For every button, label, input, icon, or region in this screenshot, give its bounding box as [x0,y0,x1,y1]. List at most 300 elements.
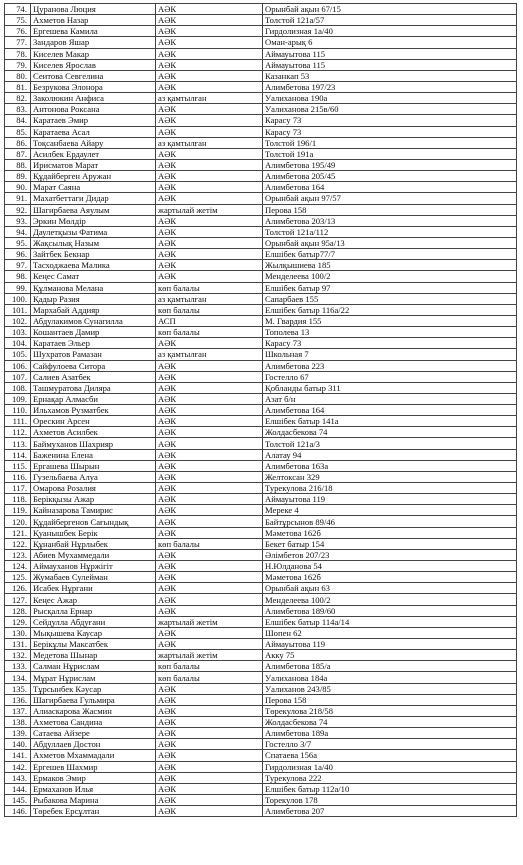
address-cell: Азат б/н [263,393,517,404]
table-row [5,93,517,104]
person-name-cell: Мұрат Нұрислам [31,672,156,683]
address-cell: Карасу 73 [263,115,517,126]
person-name-cell: Ахметова Сандина [31,717,156,728]
category-cell: АӘК [156,126,263,137]
address-cell: Жолдасбекова 74 [263,717,517,728]
person-name-cell: Кайназарова Тамирис [31,505,156,516]
category-cell: АӘК [156,115,263,126]
category-cell: АӘК [156,471,263,482]
table-row [5,137,517,148]
category-cell: АӘК [156,572,263,583]
table-row [5,249,517,260]
person-name-cell: Киселев Ярослав [31,59,156,70]
address-cell: Алимбетова 195/49 [263,159,517,170]
row-number-cell: 135. [5,683,31,694]
category-cell: АӘК [156,694,263,705]
table-row [5,549,517,560]
table-row [5,561,517,572]
category-cell: АӘК [156,182,263,193]
person-name-cell: Киселев Макар [31,48,156,59]
table-row [5,104,517,115]
address-cell: Алимбетова 189а [263,728,517,739]
row-number-cell: 75. [5,15,31,26]
category-cell: АӘК [156,717,263,728]
category-cell: АӘК [156,215,263,226]
row-number-cell: 81. [5,81,31,92]
person-name-cell: Орескин Арсен [31,416,156,427]
category-cell: АӘК [156,382,263,393]
person-name-cell: Тұрсынбек Кәусар [31,683,156,694]
address-cell: Желтоксан 329 [263,471,517,482]
table-row [5,226,517,237]
address-cell: Алимбетова 185/а [263,661,517,672]
address-cell: Карасу 73 [263,126,517,137]
address-cell: Мәметова 162б [263,527,517,538]
person-name-cell: Даулетқызы Фатима [31,226,156,237]
address-cell: Толстой 121а/112 [263,226,517,237]
table-row [5,750,517,761]
row-number-cell: 86. [5,137,31,148]
table-row [5,37,517,48]
person-name-cell: Кошантаев Дамир [31,327,156,338]
row-number-cell: 98. [5,271,31,282]
address-cell: Уалиханова 184а [263,672,517,683]
table-row [5,505,517,516]
category-cell: АӘК [156,761,263,772]
table-row [5,260,517,271]
address-cell: Сапарбаев 155 [263,293,517,304]
row-number-cell: 102. [5,315,31,326]
category-cell: АӘК [156,237,263,248]
person-name-cell: Каратаев Эмир [31,115,156,126]
table-row [5,427,517,438]
table-row [5,215,517,226]
person-name-cell: Құлманова Мелана [31,282,156,293]
row-number-cell: 138. [5,717,31,728]
person-name-cell: Рысқалла Ернар [31,605,156,616]
row-number-cell: 124. [5,561,31,572]
address-cell: Орынбай ақын 67/15 [263,4,517,15]
address-cell: Акку 75 [263,650,517,661]
category-cell: көп балалы [156,282,263,293]
table-row [5,204,517,215]
person-name-cell: Махатбеттаги Дидар [31,193,156,204]
records-table-body [5,4,517,817]
address-cell: Аймауытова 115 [263,59,517,70]
table-row [5,717,517,728]
person-name-cell: Медетова Шынар [31,650,156,661]
category-cell: АӘК [156,338,263,349]
row-number-cell: 107. [5,371,31,382]
address-cell: Турекулова 222 [263,772,517,783]
address-cell: Турекулова 216/18 [263,483,517,494]
row-number-cell: 79. [5,59,31,70]
table-row [5,338,517,349]
category-cell: көп балалы [156,304,263,315]
row-number-cell: 92. [5,204,31,215]
person-name-cell: Жумабаев Сулейман [31,572,156,583]
table-row [5,382,517,393]
table-row [5,315,517,326]
address-cell: Перова 158 [263,694,517,705]
row-number-cell: 132. [5,650,31,661]
table-row [5,148,517,159]
row-number-cell: 77. [5,37,31,48]
address-cell: Карасу 73 [263,338,517,349]
category-cell: АӘК [156,260,263,271]
category-cell: АӘК [156,416,263,427]
category-cell: аз қамтылған [156,293,263,304]
table-row [5,761,517,772]
person-name-cell: Зандаров Яшар [31,37,156,48]
row-number-cell: 140. [5,739,31,750]
person-name-cell: Қуанышбек Берік [31,527,156,538]
address-cell: Перова 158 [263,204,517,215]
category-cell: АСП [156,315,263,326]
address-cell: Алатау 94 [263,449,517,460]
person-name-cell: Абдулакимов Сунагилла [31,315,156,326]
row-number-cell: 84. [5,115,31,126]
person-name-cell: Ильхамов Рузматбек [31,405,156,416]
person-name-cell: Марат Саяна [31,182,156,193]
row-number-cell: 125. [5,572,31,583]
address-cell: Гирдолизная 1а/40 [263,761,517,772]
address-cell: Елшібек батыр 116а/22 [263,304,517,315]
category-cell: АӘК [156,427,263,438]
address-cell: Гостелло 67 [263,371,517,382]
table-row [5,416,517,427]
address-cell: Мәметова 162б [263,572,517,583]
category-cell: көп балалы [156,672,263,683]
person-name-cell: Асилбек Ердаулет [31,148,156,159]
category-cell: АӘК [156,148,263,159]
category-cell: АӘК [156,438,263,449]
row-number-cell: 97. [5,260,31,271]
person-name-cell: Каратаева Асал [31,126,156,137]
address-cell: Уалиханова 190а [263,93,517,104]
table-row [5,81,517,92]
category-cell: АӘК [156,639,263,650]
table-row [5,360,517,371]
address-cell: Торекулов 178 [263,794,517,805]
row-number-cell: 101. [5,304,31,315]
address-cell: Елшібек батыр 97 [263,282,517,293]
category-cell: АӘК [156,104,263,115]
row-number-cell: 141. [5,750,31,761]
table-row [5,471,517,482]
person-name-cell: Ахметов Назар [31,15,156,26]
category-cell: АӘК [156,15,263,26]
table-row [5,772,517,783]
row-number-cell: 96. [5,249,31,260]
category-cell: АӘК [156,806,263,817]
row-number-cell: 118. [5,494,31,505]
category-cell: АӘК [156,249,263,260]
person-name-cell: Заколюкин Анфиса [31,93,156,104]
person-name-cell: Рыбакова Марина [31,794,156,805]
table-row [5,26,517,37]
row-number-cell: 112. [5,427,31,438]
person-name-cell: Берікұлы Максатбек [31,639,156,650]
person-name-cell: Аймауханов Нұржігіт [31,561,156,572]
row-number-cell: 76. [5,26,31,37]
address-cell: Алимбетова 207 [263,806,517,817]
table-row [5,627,517,638]
category-cell: АӘК [156,59,263,70]
row-number-cell: 145. [5,794,31,805]
category-cell: АӘК [156,460,263,471]
row-number-cell: 109. [5,393,31,404]
row-number-cell: 126. [5,583,31,594]
category-cell: аз қамтылған [156,93,263,104]
person-name-cell: Безрукова Элонора [31,81,156,92]
address-cell: Бекет батыр 154 [263,538,517,549]
table-row [5,650,517,661]
row-number-cell: 137. [5,705,31,716]
category-cell: АӘК [156,494,263,505]
person-name-cell: Мархабай Аддияр [31,304,156,315]
category-cell: АӘК [156,549,263,560]
address-cell: Алимбетова 164 [263,405,517,416]
person-name-cell: Кеңес Ажар [31,594,156,605]
row-number-cell: 110. [5,405,31,416]
table-row [5,4,517,15]
category-cell: АӘК [156,48,263,59]
category-cell: АӘК [156,171,263,182]
address-cell: Толстой 121а/57 [263,15,517,26]
row-number-cell: 85. [5,126,31,137]
row-number-cell: 90. [5,182,31,193]
address-cell: Мереке 4 [263,505,517,516]
address-cell: Толстой 191а [263,148,517,159]
category-cell: АӘК [156,527,263,538]
table-row [5,48,517,59]
address-cell: Шопен 62 [263,627,517,638]
address-cell: Алимбетова 189/60 [263,605,517,616]
table-row [5,59,517,70]
address-cell: Аймауытова 119 [263,494,517,505]
address-cell: Алимбетова 164 [263,182,517,193]
person-name-cell: Салман Нұрислам [31,661,156,672]
address-cell: Алимбетова 163а [263,460,517,471]
category-cell: жартылай жетім [156,650,263,661]
table-row [5,694,517,705]
table-row [5,171,517,182]
address-cell: Менделеева 100/2 [263,271,517,282]
category-cell: АӘК [156,4,263,15]
address-cell: Орынбай ақын 63 [263,583,517,594]
person-name-cell: Тоқсанбаева Айару [31,137,156,148]
person-name-cell: Каратаев Эльер [31,338,156,349]
address-cell: Алимбетова 197/23 [263,81,517,92]
row-number-cell: 83. [5,104,31,115]
row-number-cell: 139. [5,728,31,739]
person-name-cell: Ернақар Алмасби [31,393,156,404]
person-name-cell: Мықышева Каусар [31,627,156,638]
category-cell: АӘК [156,193,263,204]
category-cell: АӘК [156,483,263,494]
category-cell: АӘК [156,226,263,237]
row-number-cell: 121. [5,527,31,538]
table-row [5,327,517,338]
address-cell: Толстой 121а/3 [263,438,517,449]
row-number-cell: 117. [5,483,31,494]
category-cell: АӘК [156,393,263,404]
address-cell: Елшібек батыр 112а/10 [263,783,517,794]
row-number-cell: 143. [5,772,31,783]
category-cell: АӘК [156,449,263,460]
row-number-cell: 87. [5,148,31,159]
person-name-cell: Берікқызы Ажар [31,494,156,505]
row-number-cell: 115. [5,460,31,471]
row-number-cell: 128. [5,605,31,616]
row-number-cell: 127. [5,594,31,605]
table-row [5,304,517,315]
row-number-cell: 114. [5,449,31,460]
table-row [5,605,517,616]
category-cell: АӘК [156,794,263,805]
address-cell: Тополева 13 [263,327,517,338]
row-number-cell: 99. [5,282,31,293]
row-number-cell: 82. [5,93,31,104]
table-row [5,739,517,750]
row-number-cell: 80. [5,70,31,81]
row-number-cell: 94. [5,226,31,237]
table-row [5,115,517,126]
table-row [5,371,517,382]
person-name-cell: Зайтбек Бекнар [31,249,156,260]
person-name-cell: Кеңес Самат [31,271,156,282]
address-cell: Н.Юлданова 54 [263,561,517,572]
person-name-cell: Эркин Мөлдір [31,215,156,226]
row-number-cell: 91. [5,193,31,204]
row-number-cell: 144. [5,783,31,794]
table-row [5,483,517,494]
row-number-cell: 119. [5,505,31,516]
address-cell: Алимбетова 223 [263,360,517,371]
person-name-cell: Ахметов Мхаммадали [31,750,156,761]
address-cell: Оман-арық 6 [263,37,517,48]
category-cell: АӘК [156,159,263,170]
row-number-cell: 104. [5,338,31,349]
row-number-cell: 113. [5,438,31,449]
person-name-cell: Баженина Елена [31,449,156,460]
category-cell: көп балалы [156,327,263,338]
row-number-cell: 129. [5,616,31,627]
person-name-cell: Шагирбаева Гульмира [31,694,156,705]
person-name-cell: Ермаханов Илья [31,783,156,794]
address-cell: Жолдасбекова 74 [263,427,517,438]
row-number-cell: 88. [5,159,31,170]
person-name-cell: Ахметов Асилбек [31,427,156,438]
person-name-cell: Салиев Азатбек [31,371,156,382]
address-cell: Толстой 196/1 [263,137,517,148]
category-cell: АӘК [156,594,263,605]
category-cell: аз қамтылған [156,349,263,360]
person-name-cell: Ермаков Эмир [31,772,156,783]
address-cell: Төрекулова 218/58 [263,705,517,716]
table-row [5,182,517,193]
row-number-cell: 111. [5,416,31,427]
row-number-cell: 120. [5,516,31,527]
table-row [5,293,517,304]
address-cell: Әлімбетов 207/23 [263,549,517,560]
person-name-cell: Тасходжаева Малика [31,260,156,271]
row-number-cell: 89. [5,171,31,182]
address-cell: Казанкап 53 [263,70,517,81]
category-cell: АӘК [156,405,263,416]
address-cell: Алимбетова 205/45 [263,171,517,182]
address-cell: Менделеева 100/2 [263,594,517,605]
address-cell: Уалиханов 243/85 [263,683,517,694]
row-number-cell: 103. [5,327,31,338]
person-name-cell: Сайфулоева Ситора [31,360,156,371]
person-name-cell: Құдайбергенов Сағындық [31,516,156,527]
person-name-cell: Антонова Роксана [31,104,156,115]
address-cell: Уалиханова 215в/60 [263,104,517,115]
row-number-cell: 134. [5,672,31,683]
person-name-cell: Омарова Розалия [31,483,156,494]
row-number-cell: 136. [5,694,31,705]
category-cell: АӘК [156,70,263,81]
row-number-cell: 95. [5,237,31,248]
address-cell: Орынбай ақын 95а/13 [263,237,517,248]
row-number-cell: 133. [5,661,31,672]
category-cell: АӘК [156,271,263,282]
row-number-cell: 108. [5,382,31,393]
category-cell: АӘК [156,561,263,572]
category-cell: жартылай жетім [156,616,263,627]
person-name-cell: Сеитова Севгелина [31,70,156,81]
row-number-cell: 100. [5,293,31,304]
category-cell: АӘК [156,627,263,638]
person-name-cell: Төребек Ерсұлтан [31,806,156,817]
table-row [5,783,517,794]
person-name-cell: Ирисматов Марат [31,159,156,170]
row-number-cell: 146. [5,806,31,817]
table-row [5,405,517,416]
address-cell: Елшібек батыр 141а [263,416,517,427]
person-name-cell: Құдайберген Аружан [31,171,156,182]
table-row [5,15,517,26]
table-row [5,705,517,716]
category-cell: АӘК [156,772,263,783]
address-cell: Гостелло 3/7 [263,739,517,750]
table-row [5,349,517,360]
table-row [5,594,517,605]
row-number-cell: 116. [5,471,31,482]
row-number-cell: 131. [5,639,31,650]
row-number-cell: 122. [5,538,31,549]
table-row [5,616,517,627]
table-row [5,271,517,282]
table-row [5,661,517,672]
address-cell: Алимбетова 203/13 [263,215,517,226]
category-cell: АӘК [156,728,263,739]
row-number-cell: 106. [5,360,31,371]
category-cell: АӘК [156,81,263,92]
address-cell: Елшібек батыр 114а/14 [263,616,517,627]
category-cell: көп балалы [156,538,263,549]
row-number-cell: 78. [5,48,31,59]
person-name-cell: Шагирбаева Аяулым [31,204,156,215]
address-cell: Байтұрсынов 89/46 [263,516,517,527]
person-name-cell: Жақсылық Назым [31,237,156,248]
address-cell: Гирдолизная 1а/40 [263,26,517,37]
person-name-cell: Ергашева Шырын [31,460,156,471]
category-cell: жартылай жетім [156,204,263,215]
table-row [5,683,517,694]
